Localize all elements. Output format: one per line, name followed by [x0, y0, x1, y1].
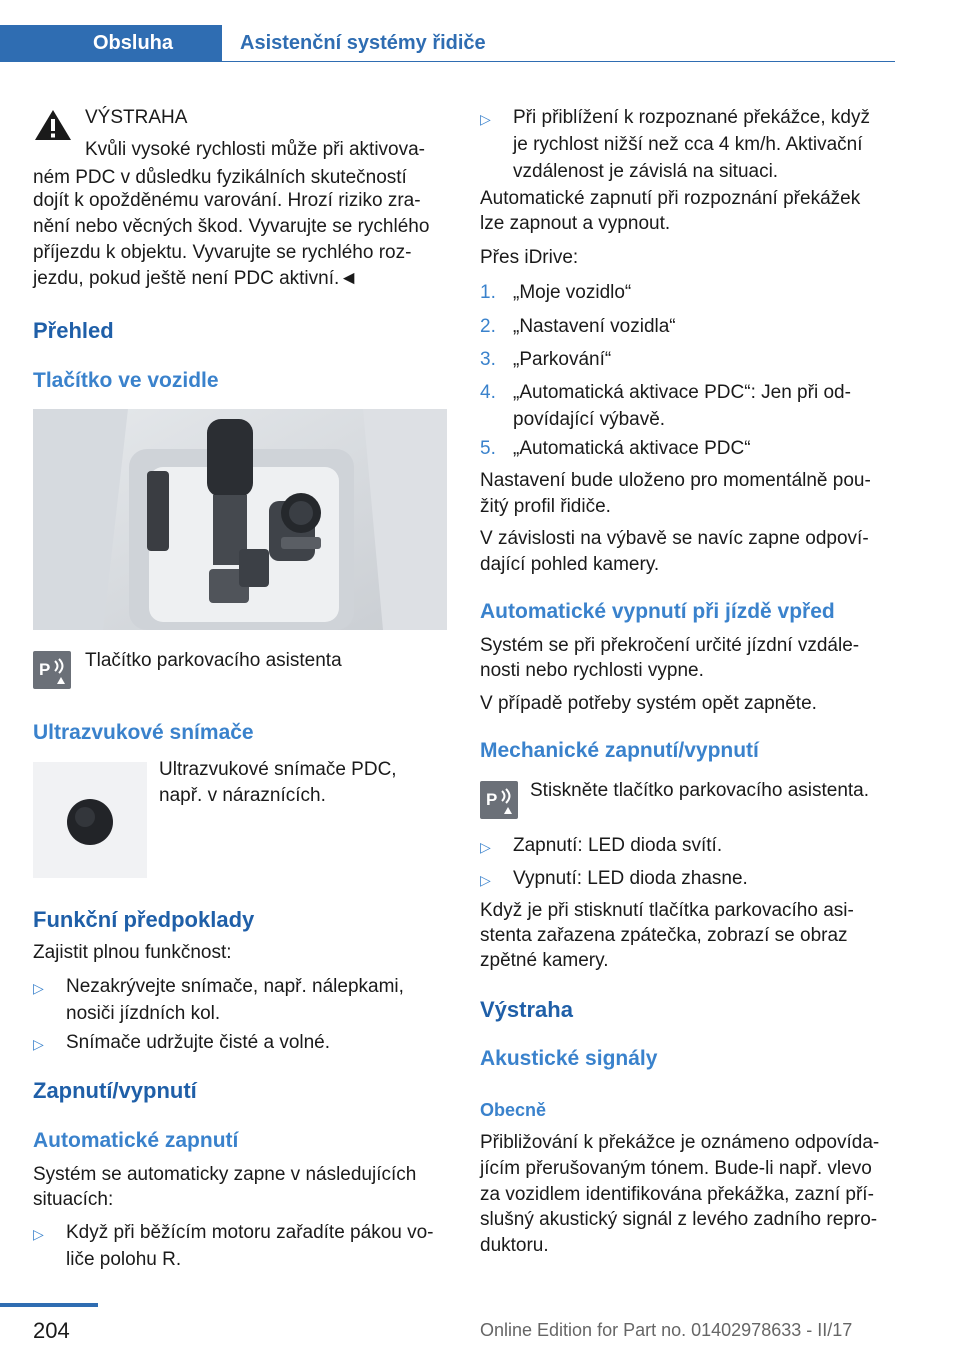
- obecne-text-1: Přibližování k překážce je oznámeno odpovída‐: [480, 1132, 880, 1153]
- park-assist-button-icon: [33, 651, 71, 689]
- auto-bullet: [33, 1219, 453, 1273]
- bullet-text: Když při běžícím motoru zařadíte pákou vo‐: [66, 1222, 434, 1243]
- funkcni-bullet-1: [33, 973, 453, 1027]
- idrive-step-3: [480, 346, 611, 373]
- warning-line-3: dojít k opožděnému varování. Hrozí riziko zra‐: [33, 190, 421, 211]
- step-number: 4.: [480, 382, 496, 403]
- obecne-text-5: duktoru.: [480, 1235, 549, 1256]
- profile-text-2: žitý profil řidiče.: [480, 496, 611, 517]
- bullet-text: liče polohu R.: [66, 1249, 182, 1270]
- svg-text:P: P: [39, 660, 51, 679]
- warning-line-1: Kvůli vysoké rychlosti může při aktivova‐: [85, 139, 425, 160]
- mech-bullet-2: [480, 865, 748, 894]
- step-number: 5.: [480, 438, 496, 459]
- page-number: 204: [33, 1318, 70, 1343]
- zpatecka-text-2: stenta zařazena zpátečka, zobrazí se obraz: [480, 925, 848, 946]
- znovu-text: V případě potřeby systém opět zapněte.: [480, 693, 817, 714]
- bullet-text: vzdálenost je závislá na situaci.: [513, 161, 779, 182]
- header-rule: [0, 61, 895, 62]
- bullet-triangle-icon: ▷: [33, 1226, 44, 1242]
- camera-text-1: V závislosti na výbavě se navíc zapne odpoví‐: [480, 528, 869, 549]
- bullet-text: je rychlost nižší než cca 4 km/h. Aktivační: [513, 134, 863, 155]
- step-text: „Automatická aktivace PDC“: [513, 438, 751, 459]
- svg-text:P: P: [486, 790, 498, 809]
- funkcni-intro: Zajistit plnou funkčnost:: [33, 942, 232, 963]
- idrive-step-5: [480, 435, 751, 462]
- button-caption: Tlačítko parkovacího asistenta: [85, 650, 342, 671]
- mech-text: Stiskněte tlačítko parkovacího asistenta.: [530, 780, 870, 801]
- auto-on-off-2: lze zapnout a vypnout.: [480, 213, 671, 234]
- auto-intro-1: Systém se automaticky zapne v následujících: [33, 1164, 417, 1185]
- auto-on-off-1: Automatické zapnutí při rozpoznání překážek: [480, 188, 861, 209]
- heading-auto-zapnuti: Automatické zapnutí: [33, 1129, 239, 1152]
- heading-funkcni: Funkční předpoklady: [33, 907, 255, 932]
- heading-ultrazvuk: Ultrazvukové snímače: [33, 721, 254, 744]
- obecne-text-3: za vozidlem identifikována překážka, zazní pří‐: [480, 1184, 874, 1205]
- step-number: 2.: [480, 316, 496, 337]
- bullet-triangle-icon: ▷: [33, 1036, 44, 1052]
- idrive-step-1: [480, 279, 631, 306]
- ultrazvuk-text-2: např. v náraznících.: [159, 785, 326, 806]
- heading-akusticke: Akustické signály: [480, 1047, 658, 1070]
- idrive-step-2: [480, 313, 676, 340]
- sensor-image: [33, 762, 147, 878]
- vypnuti-text-1: Systém se při překročení určité jízdní vzdále‐: [480, 635, 860, 656]
- warning-title: VÝSTRAHA: [85, 107, 188, 128]
- heading-vystraha: Výstraha: [480, 997, 573, 1022]
- profile-text-1: Nastavení bude uloženo pro momentálně pou‐: [480, 470, 871, 491]
- bullet-triangle-icon: ▷: [480, 111, 491, 127]
- page-number-rule: [0, 1303, 98, 1307]
- vypnuti-text-2: nosti nebo rychlosti vypne.: [480, 660, 704, 681]
- warning-line-5: příjezdu k objektu. Vyvarujte se rychlého roz‐: [33, 242, 412, 263]
- idrive-intro: Přes iDrive:: [480, 247, 579, 268]
- zpatecka-text-1: Když je při stisknutí tlačítka parkovacího asi‐: [480, 900, 854, 921]
- heading-prehled: Přehled: [33, 318, 114, 343]
- step-text: „Moje vozidlo“: [513, 282, 632, 303]
- section-tab-asistencni-systemy[interactable]: Asistenční systémy řidiče: [240, 32, 486, 54]
- obecne-text-2: jícím přerušovaným tónem. Bude-li např. vlevo: [480, 1158, 872, 1179]
- camera-text-2: dající pohled kamery.: [480, 554, 660, 575]
- bullet-triangle-icon: ▷: [480, 872, 491, 888]
- warning-line-2: ném PDC v důsledku fyzikálních skutečností: [33, 167, 407, 188]
- heading-mech: Mechanické zapnutí/vypnutí: [480, 739, 759, 762]
- bullet-triangle-icon: ▷: [480, 839, 491, 855]
- heading-auto-vypnuti: Automatické vypnutí při jízdě vpřed: [480, 600, 835, 623]
- mech-bullet-1: [480, 832, 722, 861]
- auto-intro-2: situacích:: [33, 1189, 114, 1210]
- park-assist-button-icon: [480, 781, 518, 819]
- step-text: „Automatická aktivace PDC“: Jen při od‐: [513, 382, 851, 403]
- section-tab-obsluha[interactable]: Obsluha: [0, 25, 222, 62]
- idrive-step-4: [480, 379, 851, 433]
- step-text: „Parkování“: [513, 349, 612, 370]
- step-text: povídající výbavě.: [513, 409, 666, 430]
- step-number: 3.: [480, 349, 496, 370]
- zpatecka-text-3: zpětné kamery.: [480, 950, 609, 971]
- funkcni-bullet-2: [33, 1029, 453, 1058]
- warning-line-6: jezdu, pokud ještě není PDC aktivní.◄: [33, 268, 359, 289]
- step-text: „Nastavení vozidla“: [513, 316, 676, 337]
- warning-line-4: nění nebo věcných škod. Vyvarujte se rychlého: [33, 216, 430, 237]
- bullet-triangle-icon: ▷: [33, 980, 44, 996]
- center-console-image: [33, 409, 447, 630]
- heading-zapnuti: Zapnutí/vypnutí: [33, 1078, 197, 1103]
- ultrazvuk-text-1: Ultrazvukové snímače PDC,: [159, 759, 397, 780]
- bullet-text: nosiči jízdních kol.: [66, 1003, 221, 1024]
- bullet-text: Zapnutí: LED dioda svítí.: [513, 835, 723, 856]
- heading-tlacitko: Tlačítko ve vozidle: [33, 369, 219, 392]
- bullet-text: Při přiblížení k rozpoznané překážce, když: [513, 107, 870, 128]
- footer-edition: Online Edition for Part no. 01402978633 - II/17: [480, 1320, 853, 1340]
- right-bullet-top: [480, 104, 900, 185]
- warning-icon: [33, 108, 73, 147]
- bullet-text: Snímače udržujte čisté a volné.: [66, 1032, 331, 1053]
- obecne-text-4: slušný akustický signál z levého zadního repro‐: [480, 1209, 878, 1230]
- heading-obecne: Obecně: [480, 1100, 547, 1120]
- bullet-text: Nezakrývejte snímače, např. nálepkami,: [66, 976, 404, 997]
- step-number: 1.: [480, 282, 496, 303]
- bullet-text: Vypnutí: LED dioda zhasne.: [513, 868, 748, 889]
